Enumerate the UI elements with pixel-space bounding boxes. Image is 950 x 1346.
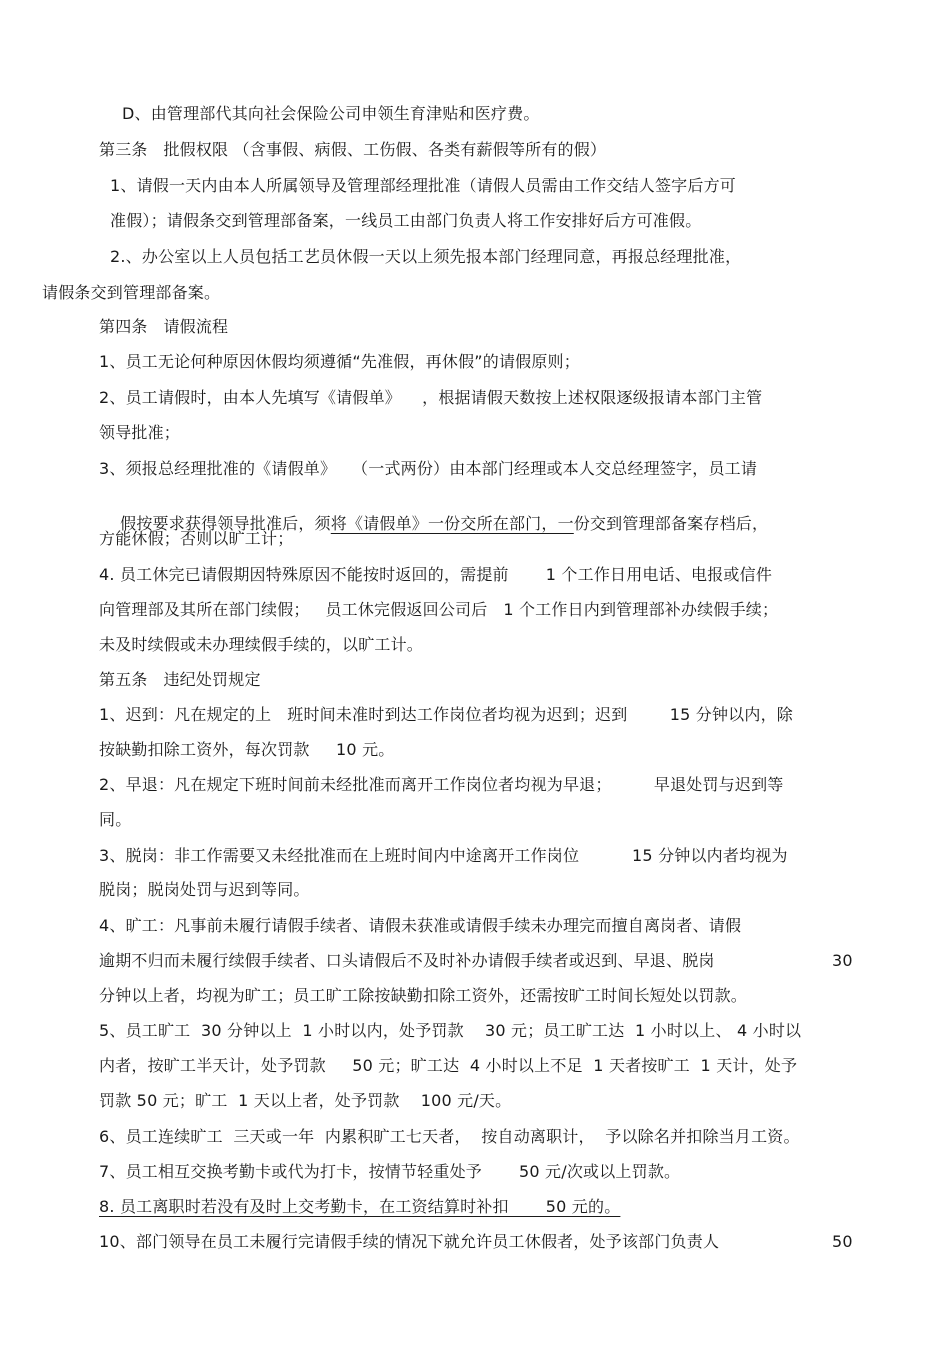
section-heading: 第四条 请假流程 xyxy=(99,317,229,336)
text-line: 按缺勤扣除工资外，每次罚款 10 元。 xyxy=(99,740,395,759)
text-line: 未及时续假或未办理续假手续的，以旷工计。 xyxy=(99,635,424,654)
text-line: 向管理部及其所在部门续假； 员工休完假返回公司后 1 个工作日内到管理部补办续假手续； xyxy=(99,600,779,619)
text-line: 罚款 50 元；旷工 1 天以上者，处予罚款 100 元/天。 xyxy=(99,1091,512,1110)
text-line: 7、员工相互交换考勤卡或代为打卡，按情节轻重处予 50 元/次或以上罚款。 xyxy=(99,1162,681,1181)
text-line: 1、迟到：凡在规定的上 班时间未准时到达工作岗位者均视为迟到；迟到 15 分钟以内，除 xyxy=(99,705,793,724)
text-segment: 假按要求获得领导批准后，须 xyxy=(120,514,331,533)
text-line: 2、员工请假时，由本人先填写《请假单》 ，根据请假天数按上述权限逐级报请本部门主管 xyxy=(99,388,763,407)
section-heading: 第五条 违纪处罚规定 xyxy=(99,670,261,689)
underlined-segment: 将《请假单》一份交所在部门，一 xyxy=(330,514,574,533)
text-line: 2.、办公室以上人员包括工艺员休假一天以上须先报本部门经理同意，再报总经理批准， xyxy=(110,247,742,266)
text-line: 方能休假；否则以旷工计； xyxy=(99,529,294,548)
text-line: D、由管理部代其向社会保险公司申领生育津贴和医疗费。 xyxy=(122,104,540,123)
text-segment: 份交到管理部备案存档后， xyxy=(573,514,769,533)
text-line: 分钟以上者，均视为旷工；员工旷工除按缺勤扣除工资外，还需按旷工时间长短处以罚款。 xyxy=(99,986,748,1005)
text-line: 5、员工旷工 30 分钟以上 1 小时以内，处予罚款 30 元；员工旷工达 1 小时以上、 4 小时以 xyxy=(99,1021,802,1040)
text-line: 4. 员工休完已请假期因特殊原因不能按时返回的，需提前 1 个工作日用电话、电报或信件 xyxy=(99,565,773,584)
text-line: 6、员工连续旷工 三天或一年 内累积旷工七天者， 按自动离职计， 予以除名并扣除当月工资。 xyxy=(99,1127,800,1146)
text-line: 1、请假一天内由本人所属领导及管理部经理批准（请假人员需由工作交结人签字后方可 xyxy=(110,176,736,195)
text-line: 内者，按旷工半天计，处予罚款 50 元；旷工达 4 小时以上不足 1 天者按旷工 1 天计，处予 xyxy=(99,1056,798,1075)
text-line: 准假）；请假条交到管理部备案，一线员工由部门负责人将工作安排好后方可准假。 xyxy=(110,211,702,230)
text-line: 脱岗；脱岗处罚与迟到等同。 xyxy=(99,880,310,899)
text-line: 2、早退：凡在规定下班时间前未经批准而离开工作岗位者均视为早退； 早退处罚与迟到等 xyxy=(99,775,784,794)
text-line: 领导批准； xyxy=(99,423,181,442)
text-line: 逾期不归而未履行续假手续者、口头请假后不及时补办请假手续者或迟到、早退、脱岗 xyxy=(99,951,715,970)
text-line: 3、脱岗：非工作需要又未经批准而在上班时间内中途离开工作岗位 15 分钟以内者均视为 xyxy=(99,846,788,865)
text-line: 1、员工无论何种原因休假均须遵循“先准假，再休假”的请假原则； xyxy=(99,352,580,371)
text-line: 4、旷工：凡事前未履行请假手续者、请假未获准或请假手续未办理完而擅自离岗者、请假 xyxy=(99,916,742,935)
text-line: 10、部门领导在员工未履行完请假手续的情况下就允许员工休假者，处予该部门负责人 xyxy=(99,1232,720,1251)
text-line-number: 50 xyxy=(832,1232,853,1251)
text-line: 同。 xyxy=(99,810,132,829)
text-line-number: 30 xyxy=(832,951,853,970)
underlined-line: 8. 员工离职时若没有及时上交考勤卡，在工资结算时补扣 50 元的。 xyxy=(99,1197,621,1216)
section-heading: 第三条 批假权限 （含事假、病假、工伤假、各类有薪假等所有的假） xyxy=(99,140,607,159)
text-line: 3、须报总经理批准的《请假单》 （一式两份）由本部门经理或本人交总经理签字，员工请 xyxy=(99,459,758,478)
text-line: 请假条交到管理部备案。 xyxy=(42,283,221,302)
